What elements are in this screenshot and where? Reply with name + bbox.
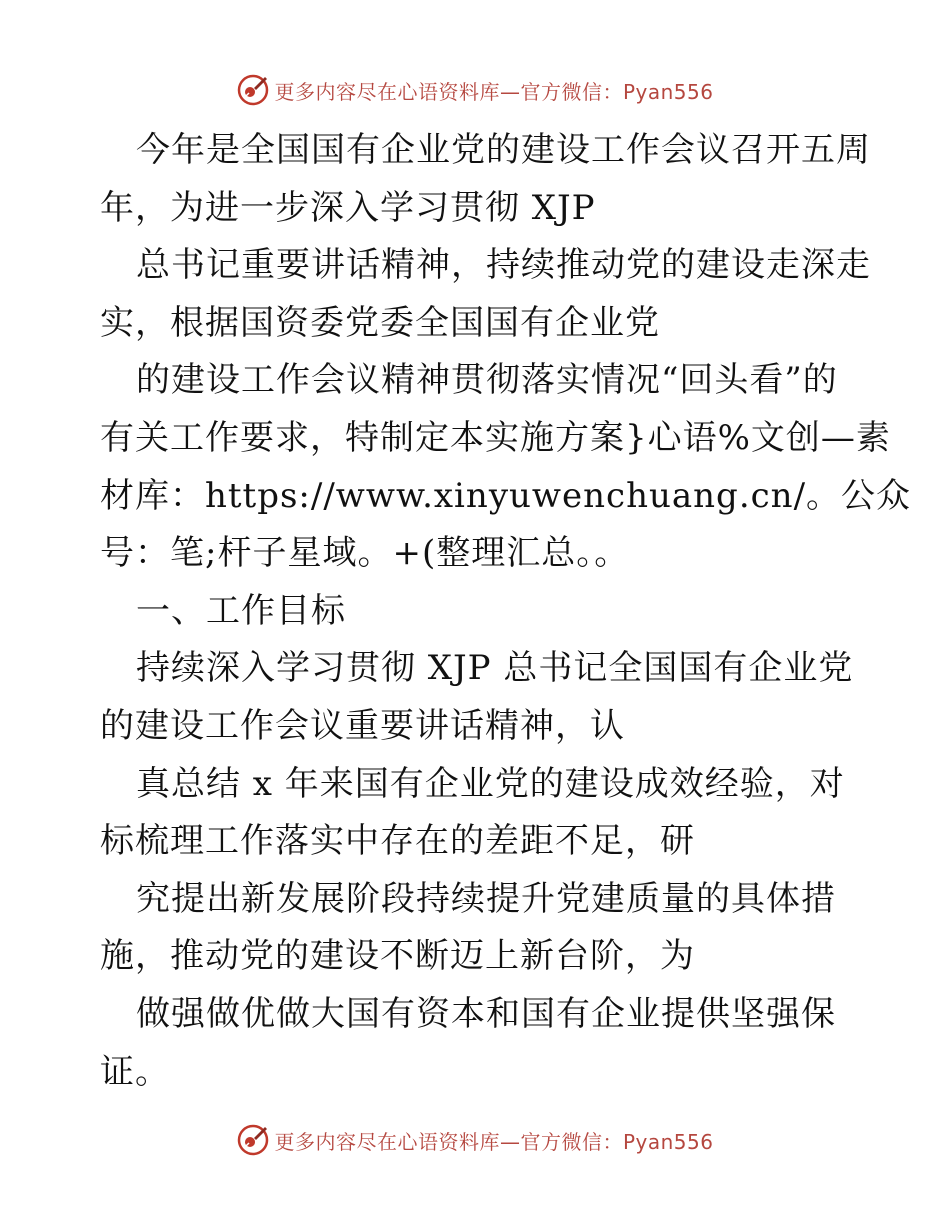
paragraph-line: 真总结 x 年来国有企业党的建设成效经验，对 [136, 763, 845, 804]
paragraph-line: 实，根据国资委党委全国国有企业党 [100, 302, 660, 343]
paragraph-line: 年，为进一步深入学习贯彻 XJP [100, 187, 596, 228]
paragraph-line: 总书记重要讲话精神，持续推动党的建设走深走 [136, 245, 871, 286]
pen-logo-icon [236, 1123, 270, 1157]
paragraph-line: 今年是全国国有企业党的建设工作会议召开五周 [136, 130, 871, 170]
paragraph-line: 的建设工作会议精神贯彻落实情况“回头看”的 [136, 360, 838, 401]
header-banner [0, 70, 950, 110]
paragraph-line: 的建设工作会议重要讲话精神，认 [100, 705, 625, 746]
banner-text: 更多内容尽在心语资料库—官方微信：Pyan556 [274, 1129, 714, 1154]
paragraph-line: 施，推动党的建设不断迈上新台阶，为 [100, 936, 695, 977]
paragraph-line: 材库：https://www.xinyuwenchuang.cn/。公众 [100, 475, 912, 516]
section-heading: 一、工作目标 [136, 590, 346, 631]
paragraph-line: 持续深入学习贯彻 XJP 总书记全国国有企业党 [136, 648, 854, 689]
paragraph-line: 有关工作要求，特制定本实施方案}心语%文创—素 [100, 417, 891, 458]
paragraph-line: 证。 [100, 1051, 170, 1092]
footer-banner [0, 1120, 950, 1160]
paragraph-line: 标梳理工作落实中存在的差距不足，研 [100, 821, 695, 862]
banner-text: 更多内容尽在心语资料库—官方微信：Pyan556 [274, 79, 714, 104]
paragraph-line: 究提出新发展阶段持续提升党建质量的具体措 [136, 878, 836, 919]
paragraph-line: 做强做优做大国有资本和国有企业提供坚强保 [136, 993, 836, 1034]
paragraph-line: 号：笔;杆子星域。+(整理汇总。。 [100, 533, 630, 574]
pen-logo-icon [236, 73, 270, 107]
document-body [100, 122, 912, 1101]
